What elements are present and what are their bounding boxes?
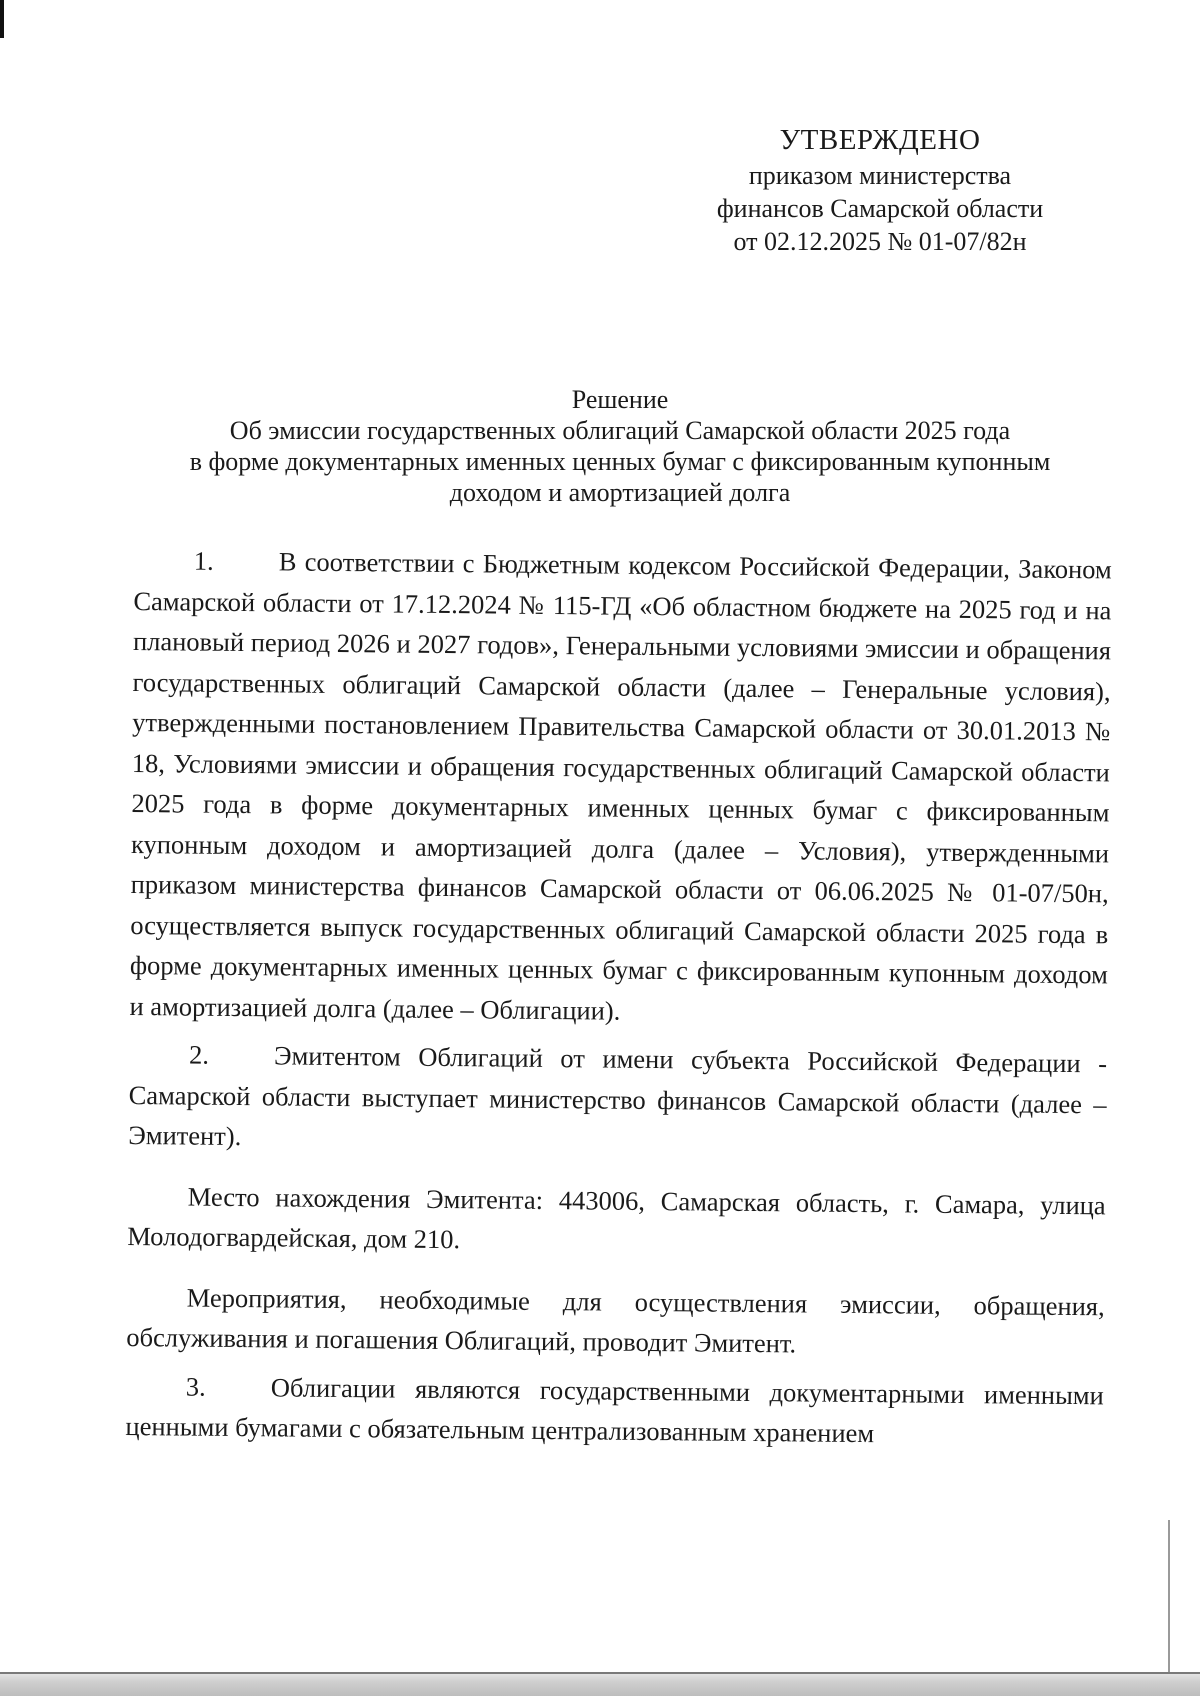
approval-line-3: от 02.12.2025 № 01-07/82н (733, 227, 1027, 256)
approval-line-2: финансов Самарской области (716, 194, 1044, 223)
paragraph-1-number: 1. (193, 545, 214, 576)
paragraph-2 (128, 1034, 1107, 1165)
scan-bottom-edge (0, 1672, 1200, 1696)
scan-right-edge (1168, 1520, 1170, 1672)
scan-edge-mark (0, 0, 4, 38)
approval-line-1: приказом министерства (748, 161, 1012, 190)
document-subtitle-line-2: в форме документарных именных ценных бумаг с фиксированным купонным (189, 447, 1051, 476)
paragraph-3-text: Облигации являются государственными документарными именными ценными бумагами с обязательным централизованным хранением (125, 1371, 1104, 1449)
paragraph-1 (129, 540, 1112, 1035)
document-subtitle-line-1: Об эмиссии государственных облигаций Самарской области 2025 года (229, 416, 1011, 445)
paragraph-2-activities (126, 1276, 1105, 1366)
approval-stamp-block (680, 124, 1080, 258)
document-subtitle-line-3: доходом и амортизацией долга (449, 478, 791, 507)
paragraph-3 (125, 1365, 1104, 1455)
document-title: Решение (571, 385, 669, 414)
document-title-block (140, 384, 1100, 508)
paragraph-3-number: 3. (185, 1371, 206, 1402)
paragraph-2-location (127, 1175, 1106, 1265)
issuer-location-text: Место нахождения Эмитента: 443006, Самарская область, г. Самара, улица Молодогвардейская, дом 210. (127, 1181, 1106, 1255)
document-body (125, 540, 1112, 1456)
approval-title: УТВЕРЖДЕНО (779, 124, 981, 156)
paragraph-2-text: Эмитентом Облигаций от имени субъекта Российской Федерации - Самарской области выступает министерство финансов Самарской области (далее – Эмитент). (128, 1040, 1108, 1152)
paragraph-2-number: 2. (188, 1039, 210, 1070)
issuer-activities-text: Мероприятия, необходимые для осуществления эмиссии, обращения, обслуживания и погашения Облигаций, проводит Эмитент. (126, 1282, 1105, 1359)
paragraph-1-text: В соответствии с Бюджетным кодексом Российской Федерации, Законом Самарской области от 17.12.2024 № 115-ГД «Об областном бюджете на 2025 год и на плановый период 2026 и 2027 годов», Генеральными условиями эмиссии и обращения государственных облигаций Самарской области (далее – Генеральные условия), утвержденными постановлением Правительства Самарской области от 30.01.2013 № 18, Условиями эмиссии и обращения государственных облигаций Самарской области 2025 года в форме документарных именных ценных бумаг с фиксированным купонным доходом и амортизацией долга (далее – Условия), утвержденными приказом министерства финансов Самарской области от 06.06.2025 № 01-07/50н, осуществляется выпуск государственных облигаций Самарской области 2025 года в форме документарных именных ценных бумаг с фиксированным купонным доходом и амортизацией долга (далее – Облигации). (129, 546, 1112, 1026)
